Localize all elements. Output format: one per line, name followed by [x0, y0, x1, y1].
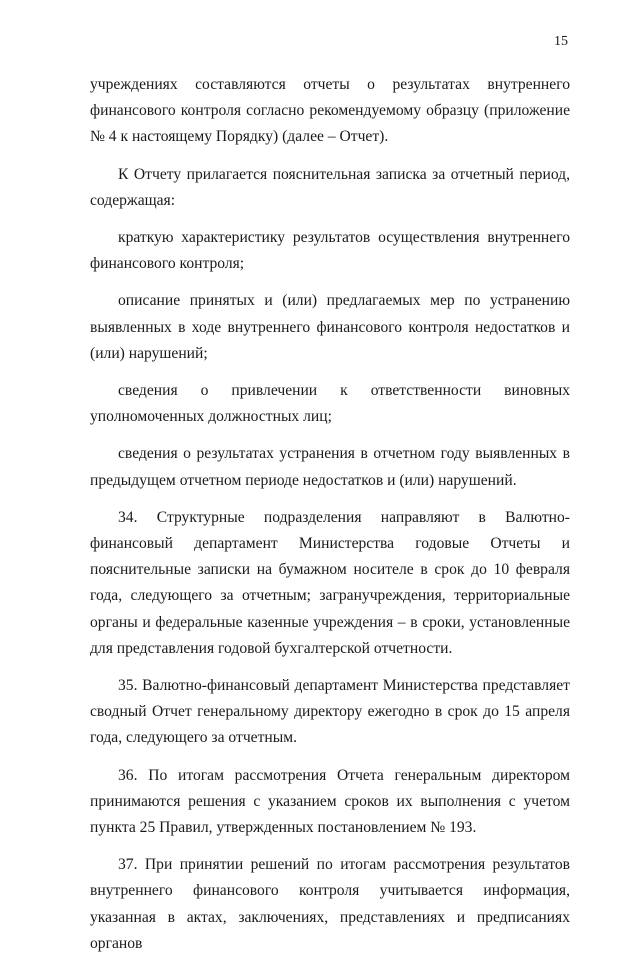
list-item-characteristic: краткую характеристику результатов осуществления внутреннего финансового контроля;: [90, 229, 570, 273]
paragraph-continuation: учреждениях составляются отчеты о результатах внутреннего финансового контроля согласно рекомендуемому образцу (приложение № 4 к настоящему Порядку) (далее – Отчет).: [90, 76, 570, 146]
list-item-elimination: сведения о результатах устранения в отчетном году выявленных в предыдущем отчетном периоде недостатков и (или) нарушений.: [90, 445, 570, 489]
page-number: 15: [554, 34, 568, 49]
document-body: [90, 72, 570, 968]
list-item-liability: сведения о привлечении к ответственности виновных уполномоченных должностных лиц;: [90, 382, 570, 426]
clause-37: 37. При принятии решений по итогам рассмотрения результатов внутреннего финансового контроля учитывается информация, указанная в актах, заключениях, представлениях и предписаниях органов: [90, 856, 570, 952]
clause-36: 36. По итогам рассмотрения Отчета генеральным директором принимаются решения с указанием сроков их выполнения с учетом пункта 25 Правил, утвержденных постановлением № 193.: [90, 766, 570, 837]
clause-35: 35. Валютно-финансовый департамент Министерства представляет сводный Отчет генеральному директору ежегодно в срок до 15 апреля года, следующего за отчетным.: [90, 677, 570, 747]
clause-34: 34. Структурные подразделения направляют в Валютно-финансовый департамент Министерства годовые Отчеты и пояснительные записки на бумажном носителе в срок до 10 февраля года, следующего за отчетным; загранучреждения, территориальные органы и федеральные казенные учреждения – в сроки, установленные для представления годовой бухгалтерской отчетности.: [90, 508, 570, 657]
list-item-measures: описание принятых и (или) предлагаемых мер по устранению выявленных в ходе внутреннего финансового контроля недостатков и (или) нарушений;: [90, 292, 570, 362]
paragraph-explanatory-note: К Отчету прилагается пояснительная записка за отчетный период, содержащая:: [90, 165, 570, 209]
